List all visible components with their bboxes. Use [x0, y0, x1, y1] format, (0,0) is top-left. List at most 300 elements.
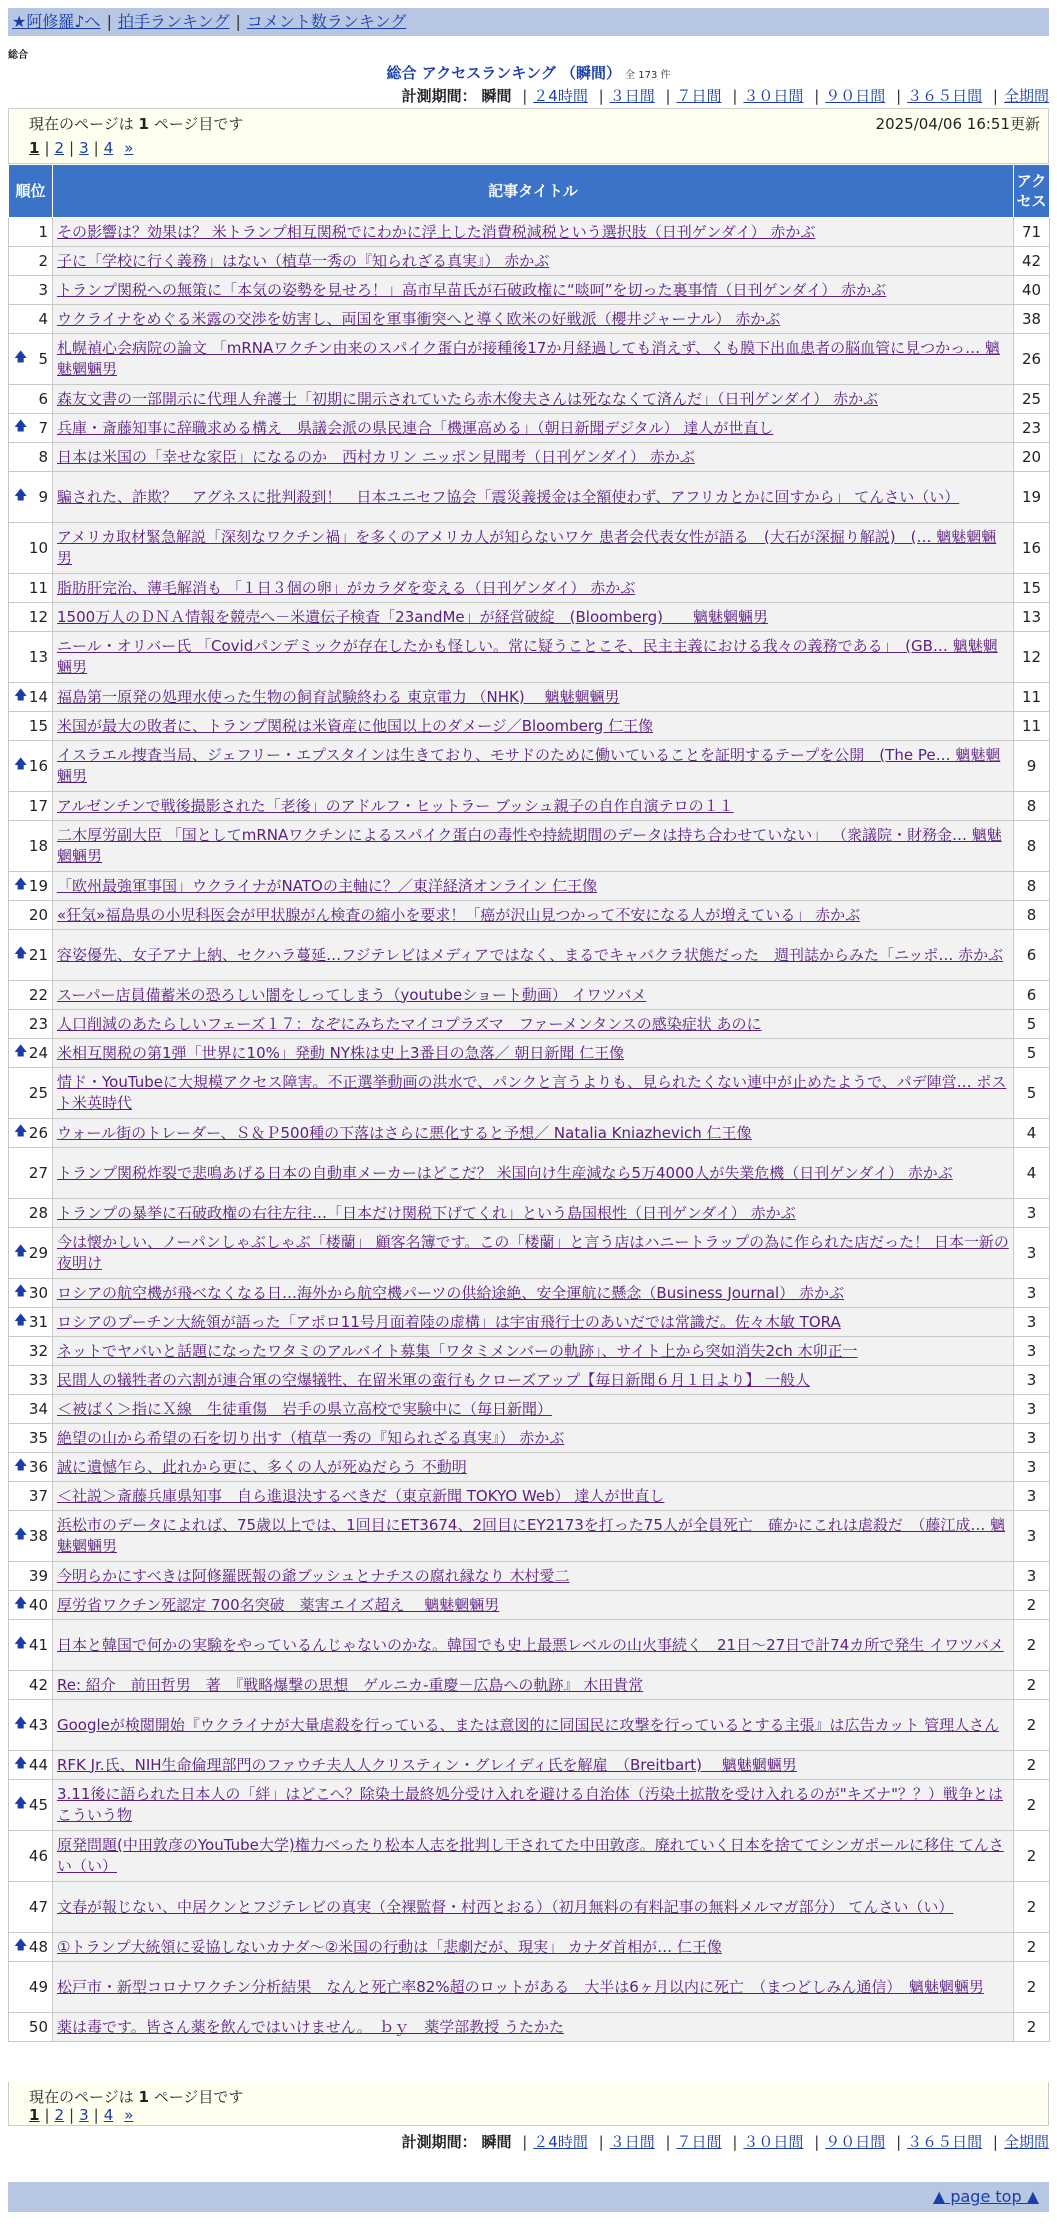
- rank-cell: [9, 1453, 53, 1482]
- table-row: [9, 872, 1050, 901]
- table-row: [9, 1366, 1050, 1395]
- rank-number: 41: [28, 1635, 48, 1654]
- rank-up-arrow-icon: 🡅: [14, 1284, 28, 1299]
- rank-cell: [9, 1620, 53, 1671]
- rank-number: 6: [38, 389, 48, 408]
- rank-number: 27: [28, 1163, 48, 1182]
- title-cell: [53, 1882, 1014, 1933]
- table-row: [9, 2013, 1050, 2042]
- access-count: 3: [1014, 1228, 1050, 1279]
- title-cell: [53, 821, 1014, 872]
- article-title-link[interactable]: 今は懐かしい、ノーパンしゃぶしゃぶ「楼蘭」 顧客名簿です。この「楼蘭」と言う店はハニートラップの為に作られた店だった！ 日本一新の夜明け: [57, 1233, 1009, 1272]
- total-count: 全 173 件: [625, 70, 671, 81]
- access-count: 8: [1014, 872, 1050, 901]
- rank-number: 21: [28, 945, 48, 964]
- title-cell: [53, 872, 1014, 901]
- period-link-365d[interactable]: ３６５日間: [907, 2133, 983, 2151]
- pager-page-2[interactable]: 2: [54, 139, 65, 157]
- category-mini-label: 総合: [8, 50, 28, 61]
- article-title-link[interactable]: トランプの暴挙に石破政権の右往左往…「日本だけ関税下げてくれ」という島国根性（日刊ゲンダイ） 赤かぶ: [57, 1203, 796, 1222]
- rank-cell: [9, 1337, 53, 1366]
- rank-number: 43: [28, 1715, 48, 1734]
- rank-up-arrow-icon: 🡅: [14, 1244, 28, 1259]
- period-link-7d[interactable]: ７日間: [676, 87, 722, 105]
- title-cell: [53, 1148, 1014, 1199]
- pager-next[interactable]: »: [124, 139, 134, 157]
- table-row: [9, 1511, 1050, 1562]
- title-cell: [53, 1279, 1014, 1308]
- access-count: 40: [1014, 276, 1050, 305]
- article-title-link[interactable]: 3.11後に語られた日本人の「絆」はどこへ？除染土最終処分受け入れを避ける自治体（汚染土拡散を受け入れるのが"キズナ"？？）戦争とはこういう物: [57, 1785, 1004, 1824]
- access-count: 2: [1014, 2013, 1050, 2042]
- rank-cell: [9, 1424, 53, 1453]
- pager-current: 1: [29, 2106, 40, 2124]
- article-title-link[interactable]: 1500万人のＤＮＡ情報を競売へ－米遺伝子検査「23andMe」が経営破綻 (Bloomberg) 魑魅魍魎男: [57, 607, 768, 626]
- period-link-3d[interactable]: ３日間: [609, 87, 655, 105]
- period-link-30d[interactable]: ３０日間: [743, 87, 804, 105]
- table-row: [9, 385, 1050, 414]
- rank-up-arrow-icon: 🡅: [14, 1313, 28, 1328]
- rank-number: 17: [28, 796, 48, 815]
- table-row: [9, 574, 1050, 603]
- current-page-number: 1: [138, 2088, 149, 2106]
- article-title-link[interactable]: 民間人の犠牲者の六割が連合軍の空爆犠牲、在留米軍の蛮行もクローズアップ【毎日新聞６月１日より】 一般人: [57, 1370, 810, 1389]
- rank-cell: [9, 218, 53, 247]
- rank-cell: [9, 1482, 53, 1511]
- access-count: 38: [1014, 305, 1050, 334]
- access-count: 13: [1014, 603, 1050, 632]
- rank-cell: [9, 1700, 53, 1751]
- access-count: 3: [1014, 1511, 1050, 1562]
- pagination-bottom: 1 | 2 | 3 | 4 »: [29, 2106, 134, 2124]
- table-row: [9, 443, 1050, 472]
- table-row: [9, 1780, 1050, 1831]
- access-count: 15: [1014, 574, 1050, 603]
- rank-cell: [9, 741, 53, 792]
- rank-number: 28: [28, 1203, 48, 1222]
- rank-cell: [9, 1308, 53, 1337]
- title-cell: [53, 276, 1014, 305]
- rank-number: 13: [28, 647, 48, 666]
- title-cell: [53, 1308, 1014, 1337]
- article-title-link[interactable]: ネットでヤバいと話題になったワタミのアルバイト募集「ワタミメンバーの軌跡」、サイト上から突如消失2ch 木卯正一: [57, 1341, 858, 1360]
- table-row: [9, 1308, 1050, 1337]
- pager-page-4[interactable]: 4: [103, 2106, 114, 2124]
- period-current: 瞬間: [481, 87, 512, 105]
- rank-number: 9: [38, 487, 48, 506]
- table-row: [9, 472, 1050, 523]
- table-row: [9, 218, 1050, 247]
- access-count: 2: [1014, 1831, 1050, 1882]
- article-title-link[interactable]: ウクライナをめぐる米露の交渉を妨害し、両国を軍事衝突へと導く欧米の好戦派（櫻井ジャーナル） 赤かぶ: [57, 309, 781, 328]
- period-link-all[interactable]: 全期間: [1003, 87, 1049, 105]
- access-count: 2: [1014, 1620, 1050, 1671]
- period-link-24h[interactable]: ２4時間: [533, 87, 588, 105]
- title-cell: [53, 523, 1014, 574]
- rank-up-arrow-icon: 🡅: [14, 1044, 28, 1059]
- access-count: 16: [1014, 523, 1050, 574]
- period-selector: 計測期間： 瞬間 | ２4時間 | ３日間 | ７日間 | ３０日間 | ９０日間 | ３６５日間 | 全期間: [401, 87, 1049, 105]
- rank-cell: [9, 1562, 53, 1591]
- title-cell: [53, 1366, 1014, 1395]
- period-link-90d[interactable]: ９０日間: [825, 2133, 886, 2151]
- rank-cell: [9, 443, 53, 472]
- rank-number: 48: [28, 1937, 48, 1956]
- page-info-panel-bottom: [8, 2082, 1049, 2126]
- rank-number: 38: [28, 1526, 48, 1545]
- table-row: [9, 1482, 1050, 1511]
- access-count: 3: [1014, 1279, 1050, 1308]
- article-title-link[interactable]: 森友文書の一部開示に代理人弁護士「初期に開示されていたら赤木俊夫さんは死ななくて済んだ」（日刊ゲンダイ） 赤かぶ: [57, 389, 879, 408]
- article-title-link[interactable]: 容姿優先、女子アナ上納、セクハラ蔓延…フジテレビはメディアではなく、まるでキャバクラ状態だった 週刊誌からみた「ニッポ… 赤かぶ: [57, 945, 1004, 964]
- rank-cell: [9, 305, 53, 334]
- pager-page-3[interactable]: 3: [79, 139, 89, 157]
- article-title-link[interactable]: Re: 紹介 前田哲男 著 『戦略爆撃の思想 ゲルニカ-重慶－広島への軌跡』 木田貴常: [57, 1675, 644, 1694]
- access-count: 3: [1014, 1337, 1050, 1366]
- article-title-link[interactable]: イスラエル捜査当局、ジェフリー・エプスタインは生きており、モサドのために働いていることを証明するテープを公開 (The Pe… 魑魅魍魎男: [57, 746, 1001, 785]
- period-link-30d[interactable]: ３０日間: [743, 2133, 804, 2151]
- current-page-text: 現在のページは 1 ページ目です: [29, 2088, 244, 2106]
- rank-number: 35: [28, 1428, 48, 1447]
- rank-number: 15: [28, 716, 48, 735]
- title-cell: [53, 472, 1014, 523]
- table-row: [9, 1751, 1050, 1780]
- rank-number: 50: [28, 2017, 48, 2036]
- article-title-link[interactable]: 「欧州最強軍事国」ウクライナがNATOの主軸に？／東洋経済オンライン 仁王像: [57, 876, 598, 895]
- rank-number: 5: [38, 349, 48, 368]
- table-row: [9, 981, 1050, 1010]
- rank-cell: [9, 1751, 53, 1780]
- table-row: [9, 523, 1050, 574]
- rank-number: 40: [28, 1595, 48, 1614]
- rank-number: 14: [28, 687, 48, 706]
- rank-number: 18: [28, 836, 48, 855]
- rank-number: 34: [28, 1399, 48, 1418]
- home-link[interactable]: ★阿修羅♪へ: [12, 12, 101, 31]
- article-title-link[interactable]: ウォール街のトレーダー、Ｓ＆Ｐ500種の下落はさらに悪化すると予想／ Natalia Kniazhevich 仁王像: [57, 1123, 752, 1142]
- page-info-panel: [8, 108, 1049, 164]
- access-count: 5: [1014, 1010, 1050, 1039]
- rank-cell: [9, 1591, 53, 1620]
- article-title-link[interactable]: ①トランプ大統領に妥協しないカナダ～②米国の行動は「悲劇だが、現実」 カナダ首相が… 仁王像: [57, 1937, 722, 1956]
- pager-page-3[interactable]: 3: [79, 2106, 89, 2124]
- table-row: [9, 1119, 1050, 1148]
- ranking-table: [8, 164, 1050, 2042]
- table-row: [9, 1933, 1050, 1962]
- title-cell: [53, 1395, 1014, 1424]
- article-title-link[interactable]: その影響は？効果は？ 米トランプ相互関税でにわかに浮上した消費税減税という選択肢（日刊ゲンダイ） 赤かぶ: [57, 222, 816, 241]
- title-cell: [53, 901, 1014, 930]
- access-count: 5: [1014, 1039, 1050, 1068]
- rank-cell: [9, 1068, 53, 1119]
- rank-cell: [9, 632, 53, 683]
- rank-up-arrow-icon: 🡅: [14, 1527, 28, 1542]
- rank-up-arrow-icon: 🡅: [14, 1596, 28, 1611]
- rank-number: 22: [28, 985, 48, 1004]
- rank-cell: [9, 901, 53, 930]
- access-count: 6: [1014, 930, 1050, 981]
- period-label: 計測期間：: [401, 87, 477, 105]
- access-count: 2: [1014, 1780, 1050, 1831]
- rank-number: 19: [28, 876, 48, 895]
- title-cell: [53, 1780, 1014, 1831]
- ranking-table-body: [9, 218, 1050, 2042]
- rank-up-arrow-icon: 🡅: [14, 688, 28, 703]
- nav-separator: |: [235, 12, 241, 31]
- rank-number: 32: [28, 1341, 48, 1360]
- rank-number: 49: [28, 1977, 48, 1996]
- access-count: 12: [1014, 632, 1050, 683]
- period-link-90d[interactable]: ９０日間: [825, 87, 886, 105]
- article-title-link[interactable]: 米国が最大の敗者に、トランプ関税は米資産に他国以上のダメージ／Bloomberg 仁王像: [57, 716, 654, 735]
- rank-number: 23: [28, 1014, 48, 1033]
- table-row: [9, 247, 1050, 276]
- comment-ranking-link[interactable]: コメント数ランキング: [246, 12, 407, 31]
- title-cell: [53, 2013, 1014, 2042]
- rank-number: 24: [28, 1043, 48, 1062]
- pager-page-4[interactable]: 4: [103, 139, 114, 157]
- article-title-link[interactable]: 松戸市・新型コロナワクチン分析結果 なんと死亡率82%超のロットがある 大半は6ヶ月以内に死亡 （まつどしみん通信） 魑魅魍魎男: [57, 1977, 984, 1996]
- page-title-text: 総合 アクセスランキング （瞬間）: [386, 64, 622, 82]
- rank-cell: [9, 1831, 53, 1882]
- rank-cell: [9, 683, 53, 712]
- title-cell: [53, 603, 1014, 632]
- access-count: 5: [1014, 1068, 1050, 1119]
- access-count: 2: [1014, 1671, 1050, 1700]
- table-row: [9, 1010, 1050, 1039]
- access-count: 23: [1014, 414, 1050, 443]
- article-title-link[interactable]: 誠に遺憾乍ら、此れから更に、多くの人が死ぬだらう 不動明: [57, 1457, 467, 1476]
- title-cell: [53, 1933, 1014, 1962]
- pager-next[interactable]: »: [124, 2106, 134, 2124]
- rank-cell: [9, 821, 53, 872]
- period-current: 瞬間: [481, 2133, 512, 2151]
- article-title-link[interactable]: アルゼンチンで戦後撮影された「老後」のアドルフ・ヒットラー ブッシュ親子の自作自演テロの１１: [57, 796, 734, 815]
- access-count: 11: [1014, 683, 1050, 712]
- current-page-number: 1: [138, 115, 149, 133]
- clap-ranking-link[interactable]: 拍手ランキング: [117, 12, 230, 31]
- article-title-link[interactable]: 札幌禎心会病院の論文 「mRNAワクチン由来のスパイク蛋白が接種後17か月経過しても消えず、くも膜下出血患者の脳血管に見つかっ… 魑魅魍魎男: [57, 339, 1000, 378]
- table-row: [9, 276, 1050, 305]
- article-title-link[interactable]: 兵庫・斎藤知事に辞職求める構え 県議会派の県民連合「機運高める」（朝日新聞デジタル） 達人が世直し: [57, 418, 774, 437]
- table-row: [9, 1199, 1050, 1228]
- article-title-link[interactable]: ロシアのプーチン大統領が語った「アポロ11号月面着陸の虚構」は宇宙飛行士のあいだでは常識だ。佐々木敏 TORA: [57, 1312, 841, 1331]
- rank-cell: [9, 1511, 53, 1562]
- table-row: [9, 821, 1050, 872]
- table-row: [9, 712, 1050, 741]
- title-cell: [53, 1511, 1014, 1562]
- rank-number: 16: [28, 756, 48, 775]
- article-title-link[interactable]: 薬は毒です。皆さん薬を飲んではいけません。 ｂｙ 薬学部教授 うたかた: [57, 2017, 564, 2036]
- article-title-link[interactable]: 原発問題(中田敦彦のYouTube大学)権力べったり松本人志を批判し干されてた中田敦彦。廃れていく日本を捨ててシンガポールに移住 てんさい（い）: [57, 1836, 1004, 1875]
- table-row: [9, 1591, 1050, 1620]
- rank-cell: [9, 523, 53, 574]
- access-count: 6: [1014, 981, 1050, 1010]
- rank-cell: [9, 385, 53, 414]
- access-count: 3: [1014, 1453, 1050, 1482]
- rank-number: 42: [28, 1675, 48, 1694]
- title-cell: [53, 1671, 1014, 1700]
- title-cell: [53, 1010, 1014, 1039]
- article-title-link[interactable]: アメリカ取材緊急解説「深刻なワクチン禍」を多くのアメリカ人が知らないワケ 患者会代表女性が語る (大石が深掘り解説) (… 魑魅魍魎男: [57, 528, 997, 567]
- title-cell: [53, 1039, 1014, 1068]
- title-cell: [53, 1119, 1014, 1148]
- period-label: 計測期間：: [401, 2133, 477, 2151]
- title-cell: [53, 1453, 1014, 1482]
- rank-up-arrow-icon: 🡅: [14, 946, 28, 961]
- article-title-link[interactable]: 人口削減のあたらしいフェーズ１７：なぞにみちたマイコプラズマ ファーメンタンスの感染症状 あのに: [57, 1014, 762, 1033]
- article-title-link[interactable]: 米相互関税の第1弾「世界に10%」発動 NY株は史上3番目の急落／ 朝日新聞 仁王像: [57, 1043, 625, 1062]
- period-link-all[interactable]: 全期間: [1003, 2133, 1049, 2151]
- access-count: 3: [1014, 1424, 1050, 1453]
- article-title-link[interactable]: Googleが検閲開始『ウクライナが大量虐殺を行っている、または意図的に同国民に攻撃を行っているとする主張』は広告カット 管理人さん: [57, 1715, 1000, 1734]
- rank-number: 10: [28, 538, 48, 557]
- period-selector-bottom: 計測期間： 瞬間 | ２4時間 | ３日間 | ７日間 | ３０日間 | ９０日間 | ３６５日間 | 全期間: [401, 2133, 1049, 2151]
- article-title-link[interactable]: トランプ関税への無策に「本気の姿勢を見せろ！」高市早苗氏が石破政権に“啖呵”を切った裏事情（日刊ゲンダイ） 赤かぶ: [57, 280, 887, 299]
- rank-number: 20: [28, 905, 48, 924]
- title-cell: [53, 1700, 1014, 1751]
- nav-separator: |: [106, 12, 112, 31]
- article-title-link[interactable]: 情ド・YouTubeに大規模アクセス障害。不正選挙動画の洪水で、パンクと言うよりも、見られたくない連中が止めたようで、パデ陣営… ポスト米英時代: [57, 1073, 1007, 1112]
- rank-number: 1: [38, 222, 48, 241]
- rank-up-arrow-icon: 🡅: [14, 350, 28, 365]
- rank-number: 3: [38, 280, 48, 299]
- access-count: 19: [1014, 472, 1050, 523]
- access-count: 3: [1014, 1395, 1050, 1424]
- title-cell: [53, 414, 1014, 443]
- rank-cell: [9, 1780, 53, 1831]
- article-title-link[interactable]: ニール・オリバー氏 「Covidパンデミックが存在したかも怪しい。常に疑うことこそ、民主主義における我々の義務である」 (GB… 魑魅魍魎男: [57, 637, 998, 676]
- table-row: [9, 1228, 1050, 1279]
- rank-cell: [9, 276, 53, 305]
- article-title-link[interactable]: RFK Jr.氏、NIH生命倫理部門のファウチ夫人人クリスティン・グレイディ氏を解雇 （Breitbart) 魑魅魍魎男: [57, 1755, 797, 1774]
- pagination: 1 | 2 | 3 | 4 »: [29, 139, 134, 157]
- title-cell: [53, 1591, 1014, 1620]
- table-row: [9, 1068, 1050, 1119]
- table-row: [9, 741, 1050, 792]
- table-row: [9, 1337, 1050, 1366]
- rank-cell: [9, 334, 53, 385]
- article-title-link[interactable]: 絶望の山から希望の石を切り出す（植草一秀の『知られざる真実』） 赤かぶ: [57, 1428, 565, 1447]
- rank-up-arrow-icon: 🡅: [14, 757, 28, 772]
- access-count: 26: [1014, 334, 1050, 385]
- article-title-link[interactable]: 今明らかにすべきは阿修羅既報の爺ブッシュとナチスの腐れ縁なり 木村愛二: [57, 1566, 570, 1585]
- rank-cell: [9, 1010, 53, 1039]
- table-row: [9, 305, 1050, 334]
- rank-cell: [9, 1395, 53, 1424]
- table-row: [9, 1962, 1050, 2013]
- rank-cell: [9, 1671, 53, 1700]
- rank-cell: [9, 1933, 53, 1962]
- access-count: 71: [1014, 218, 1050, 247]
- article-title-link[interactable]: 騙された、詐欺？ アグネスに批判殺到！ 日本ユニセフ協会「震災義援金は全額使わず、アフリカとかに回すから」 てんさい（い）: [57, 487, 960, 506]
- rank-cell: [9, 414, 53, 443]
- period-link-3d[interactable]: ３日間: [609, 2133, 655, 2151]
- access-count: 3: [1014, 1482, 1050, 1511]
- table-row: [9, 1453, 1050, 1482]
- access-count: 3: [1014, 1366, 1050, 1395]
- access-count: 3: [1014, 1308, 1050, 1337]
- table-row: [9, 1620, 1050, 1671]
- article-title-link[interactable]: ＜被ばく＞指にＸ線 生徒重傷 岩手の県立高校で実験中に（毎日新聞）: [57, 1399, 553, 1418]
- access-count: 4: [1014, 1119, 1050, 1148]
- article-title-link[interactable]: 二木厚労副大臣 「国としてmRNAワクチンによるスパイク蛋白の毒性や持続期間のデータは持ち合わせていない」 （衆議院・財務金… 魑魅魍魎男: [57, 826, 1002, 865]
- title-cell: [53, 1482, 1014, 1511]
- title-cell: [53, 218, 1014, 247]
- access-count: 4: [1014, 1148, 1050, 1199]
- updated-timestamp: 2025/04/06 16:51更新: [875, 115, 1040, 133]
- article-title-link[interactable]: 子に「学校に行く義務」はない（植草一秀の『知られざる真実』） 赤かぶ: [57, 251, 550, 270]
- rank-cell: [9, 1228, 53, 1279]
- rank-cell: [9, 872, 53, 901]
- article-title-link[interactable]: «狂気»福島県の小児科医会が甲状腺がん検査の縮小を要求！「癌が沢山見つかって不安になる人が増えている」 赤かぶ: [57, 905, 861, 924]
- article-title-link[interactable]: トランプ関税炸裂で悲鳴あげる日本の自動車メーカーはどこだ？ 米国向け生産減なら5万4000人が失業危機（日刊ゲンダイ） 赤かぶ: [57, 1163, 953, 1182]
- article-title-link[interactable]: 脂肪肝完治、薄毛解消も 「１日３個の卵」がカラダを変える（日刊ゲンダイ） 赤かぶ: [57, 578, 636, 597]
- table-row: [9, 632, 1050, 683]
- title-cell: [53, 1068, 1014, 1119]
- period-link-7d[interactable]: ７日間: [676, 2133, 722, 2151]
- access-count: 2: [1014, 1962, 1050, 2013]
- rank-up-arrow-icon: 🡅: [14, 1716, 28, 1731]
- period-link-24h[interactable]: ２4時間: [533, 2133, 588, 2151]
- article-title-link[interactable]: 日本は米国の「幸せな家臣」になるのか 西村カリン ニッポン見聞考（日刊ゲンダイ） 赤かぶ: [57, 447, 695, 466]
- top-nav-bar: [8, 8, 1049, 36]
- rank-number: 44: [28, 1755, 48, 1774]
- rank-number: 8: [38, 447, 48, 466]
- table-row: [9, 1562, 1050, 1591]
- rank-number: 47: [28, 1897, 48, 1916]
- title-cell: [53, 1751, 1014, 1780]
- pager-page-2[interactable]: 2: [54, 2106, 65, 2124]
- rank-up-arrow-icon: 🡅: [14, 419, 28, 434]
- rank-up-arrow-icon: 🡅: [14, 877, 28, 892]
- article-title-link[interactable]: 日本と韓国で何かの実験をやっているんじゃないのかな。韓国でも史上最悪レベルの山火事続く 21日〜27日で計74カ所で発生 イワツバメ: [57, 1635, 1004, 1654]
- article-title-link[interactable]: 厚労省ワクチン死認定 700名突破 薬害エイズ超え 魑魅魍魎男: [57, 1595, 500, 1614]
- title-cell: [53, 741, 1014, 792]
- rank-number: 7: [38, 418, 48, 437]
- rank-cell: [9, 981, 53, 1010]
- rank-up-arrow-icon: 🡅: [14, 1124, 28, 1139]
- title-cell: [53, 385, 1014, 414]
- title-cell: [53, 1424, 1014, 1453]
- period-link-365d[interactable]: ３６５日間: [907, 87, 983, 105]
- title-cell: [53, 930, 1014, 981]
- article-title-link[interactable]: 文春が報じない、中居クンとフジテレビの真実（全裸監督・村西とおる）（初月無料の有料記事の無料メルマガ部分） てんさい（い）: [57, 1897, 954, 1916]
- access-count: 3: [1014, 1199, 1050, 1228]
- article-title-link[interactable]: ロシアの航空機が飛べなくなる日…海外から航空機パーツの供給途絶、安全運航に懸念（Business Journal） 赤かぶ: [57, 1283, 844, 1302]
- title-cell: [53, 1962, 1014, 2013]
- table-row: [9, 334, 1050, 385]
- table-row: [9, 1671, 1050, 1700]
- table-row: [9, 1831, 1050, 1882]
- rank-number: 45: [28, 1795, 48, 1814]
- article-title-link[interactable]: 浜松市のデータによれば、75歳以上では、1回目にET3674、2回目にEY2173を打った75人が全員死亡 確かにこれは虐殺だ （藤江成… 魑魅魍魎男: [57, 1516, 1006, 1555]
- rank-cell: [9, 1366, 53, 1395]
- article-title-link[interactable]: スーパー店員備蓄米の恐ろしい闇をしってしまう（youtubeショート動画） イワツバメ: [57, 985, 647, 1004]
- rank-up-arrow-icon: 🡅: [14, 1938, 28, 1953]
- rank-cell: [9, 574, 53, 603]
- access-count: 2: [1014, 1933, 1050, 1962]
- rank-cell: [9, 1199, 53, 1228]
- article-title-link[interactable]: 福島第一原発の処理水使った生物の飼育試験終わる 東京電力 （NHK) 魑魅魍魎男: [57, 687, 620, 706]
- article-title-link[interactable]: ＜社説＞斎藤兵庫県知事 自ら進退決するべきだ（東京新聞 TOKYO Web） 達人が世直し: [57, 1486, 665, 1505]
- page-top-link[interactable]: ▲ page top ▲: [932, 2187, 1039, 2206]
- access-count: 8: [1014, 821, 1050, 872]
- rank-up-arrow-icon: 🡅: [14, 1636, 28, 1651]
- rank-up-arrow-icon: 🡅: [14, 488, 28, 503]
- table-row: [9, 683, 1050, 712]
- access-count: 2: [1014, 1751, 1050, 1780]
